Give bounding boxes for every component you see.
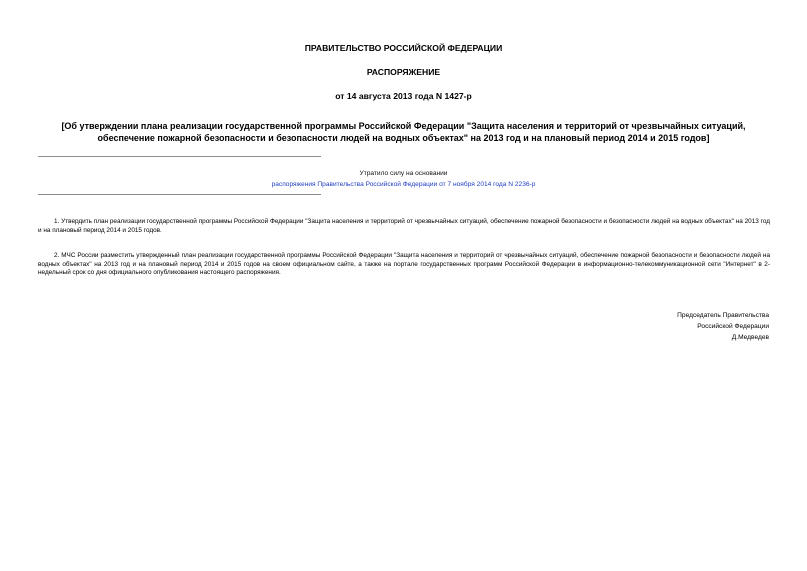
document-date-number: от 14 августа 2013 года N 1427-р bbox=[335, 91, 472, 101]
document-title bbox=[0, 120, 807, 144]
document-title-line-1: [Об утверждении плана реализации государственной программы Российской Федерации "Защита населения и территорий от чрезвычайных ситуаций, bbox=[61, 121, 746, 131]
paragraph-1: 1. Утвердить план реализации государственной программы Российской Федерации "Защита населения и территорий от чрезвычайных ситуаций, обеспечение пожарной безопасности и безопасности людей на водных объектах" на 2013 год и на плановый период 2014 и 2015 годов. bbox=[38, 218, 770, 234]
document-title-line-2: обеспечение пожарной безопасности и безопасности людей на водных объектах" на 2013 год и на плановый период 2014 и 2015 годов] bbox=[97, 133, 710, 143]
document-type: РАСПОРЯЖЕНИЕ bbox=[366, 67, 441, 77]
government-heading: ПРАВИТЕЛЬСТВО РОССИЙСКОЙ ФЕДЕРАЦИИ bbox=[304, 43, 503, 53]
paragraph-2: 2. МЧС России разместить утвержденный план реализации государственной программы Российской Федерации "Защита населения и территорий от чрезвычайных ситуаций, обеспечение пожарной безопасности и безопасности людей на водных объектах" на 2013 год и на плановый период 2014 и 2015 годов на своем официальном сайте, а также на портале государственных программ Российской Федерации в информационно-телекоммуникационной сети "Интернет" в 2-недельный срок со дня официального опубликования настоящего распоряжения. bbox=[38, 252, 770, 277]
separator-rule-top bbox=[38, 156, 321, 157]
repeal-link[interactable]: распоряжения Правительства Российской Федерации от 7 ноября 2014 года N 2236-р bbox=[271, 181, 536, 188]
signature-position: Председатель Правительства bbox=[677, 312, 769, 319]
separator-rule-bottom bbox=[38, 194, 321, 195]
signature-organization: Российской Федерации bbox=[697, 323, 769, 330]
repeal-note: Утратило силу на основании bbox=[359, 170, 448, 177]
signature-name: Д.Медведев bbox=[731, 334, 769, 341]
